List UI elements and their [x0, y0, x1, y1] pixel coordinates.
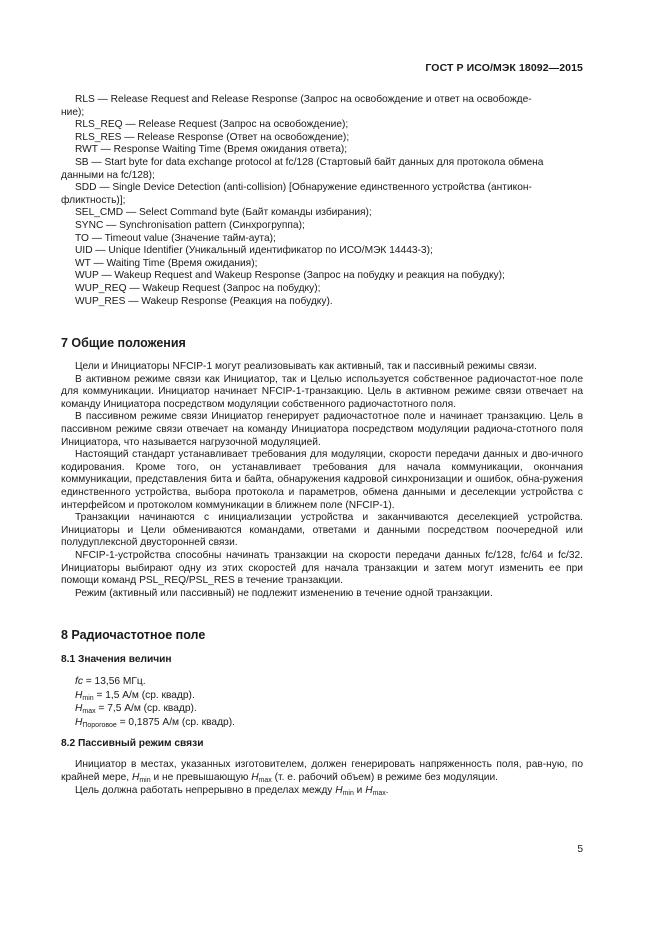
abbr-line: RLS_RES — Release Response (Ответ на освобождение); — [75, 131, 350, 143]
value-hthreshold: $H_{Пороговое} = 0,1875$ А/м (ср. квадр). — [75, 716, 235, 729]
section-7-body — [61, 361, 583, 600]
standard-header: ГОСТ Р ИСО/МЭК 18092—2015 — [425, 62, 583, 74]
abbr-line: SDD — Single Device Detection (anti-collision) [Обнаружение единственного устройства (антикон- — [75, 182, 532, 194]
paragraph: В пассивном режиме связи Инициатор генерирует радиочастотное поле и начинает транзакцию. Цель в пассивном режиме связи отвечает на команду Инициатора посредством модуляции радиоча-стотного поля Инициатора, что называется нагрузочной модуляцией. — [61, 411, 583, 448]
values-list — [61, 675, 583, 729]
abbr-line: ние); — [61, 106, 85, 118]
abbr-line: WUP — Wakeup Request and Wakeup Response (Запрос на побудку и реакция на побудку); — [75, 270, 505, 282]
paragraph: Режим (активный или пассивный) не подлежит изменению в течение одной транзакции. — [75, 587, 493, 599]
page-content — [61, 94, 583, 797]
abbreviations-list — [61, 94, 583, 308]
paragraph: NFCIP-1-устройства способны начинать транзакции на скорости передачи данных fc/128, fc/64 и fc/32. Инициаторы выбирают одну из этих скоростей для начала транзакции и затем могут изменить ее при помощи команд PSL_REQ/PSL_RES в течение транзакции. — [61, 550, 583, 587]
abbr-line: SYNC — Synchronisation pattern (Синхрогруппа); — [75, 219, 305, 231]
abbr-line: RLS — Release Request and Release Response (Запрос на освобождение и ответ на освобожде- — [75, 94, 532, 105]
abbr-line: SEL_CMD — Select Command byte (Байт команды избирания); — [75, 207, 372, 219]
abbr-line: WUP_RES — Wakeup Response (Реакция на побудку). — [75, 295, 333, 307]
abbr-line: RWT — Response Waiting Time (Время ожидания ответа); — [75, 144, 348, 156]
abbr-line: данными на fc/128); — [61, 169, 155, 181]
paragraph: Цели и Инициаторы NFCIP-1 могут реализовывать как активный, так и пассивный режимы связи. — [75, 361, 537, 373]
abbr-line: UID — Unique Identifier (Уникальный идентификатор по ИСО/МЭК 14443-3); — [75, 245, 433, 257]
value-fc: fc = 13,56 МГц. — [75, 676, 146, 688]
section-8-title: 8 Радиочастотное поле — [61, 628, 206, 643]
abbr-line: WUP_REQ — Wakeup Request (Запрос на побудку); — [75, 282, 321, 294]
abbr-line: WT — Waiting Time (Время ожидания); — [75, 257, 258, 269]
section-7-title: 7 Общие положения — [61, 336, 186, 351]
paragraph: Настоящий стандарт устанавливает требования для модуляции, скорости передачи данных и дво-ичного кодирования. Кроме того, он устанавливает требования для начала коммуникации, окончания коммуникации, представления бита и байта, обнаружения кадровой синхронизации и ошибок, обна-ружения единственного устройства, выбора протокола и параметров, обмена данными и деселекции устройства с интерфейсом и протоколом коммуникации в ближнем поле (NFCIP-1). — [61, 449, 583, 511]
abbr-line: TO — Timeout value (Значение тайм-аута); — [75, 232, 276, 244]
page-number: 5 — [577, 844, 583, 855]
paragraph: Инициатор в местах, указанных изготовителем, должен генерировать напряженность поля, рав-ную, по крайней мере, $H_{min}$ и не превышающую $H_{max}$ (т. е. рабочий объем) в режиме без модуляции. — [61, 759, 583, 784]
abbr-line: RLS_REQ — Release Request (Запрос на освобождение); — [75, 119, 349, 131]
paragraph: Транзакции начинаются с инициализации устройства и заканчиваются деселекцией устройства. Инициаторы и Цели обмениваются командами, ответами и данными посредством поочередной или полудуплексной двусторонней связи. — [61, 512, 583, 549]
value-hmax: $H_{max} = 7,5$ А/м (ср. квадр). — [75, 703, 197, 716]
abbr-line: SB — Start byte for data exchange protocol at fc/128 (Стартовый байт данных для протокола обмена — [75, 156, 544, 168]
paragraph: В активном режиме связи как Инициатор, так и Целью используется собственное радиочастот-ное поле для коммуникации. Инициатор начинает NFCIP-1-транзакцию. Цель в активном режиме связи отвечает на команду Инициатора посредством модуляции собственного радиочастотного поля. — [61, 373, 583, 410]
value-hmin: $H_{min} = 1,5$ А/м (ср. квадр). — [75, 689, 195, 702]
subsection-8-1-title: 8.1 Значения величин — [61, 654, 172, 666]
paragraph: Цель должна работать непрерывно в пределах между $H_{min}$ и $H_{max}$. — [75, 784, 389, 797]
abbr-line: фликтность)]; — [61, 194, 126, 206]
subsection-8-2-title: 8.2 Пассивный режим связи — [61, 738, 204, 750]
